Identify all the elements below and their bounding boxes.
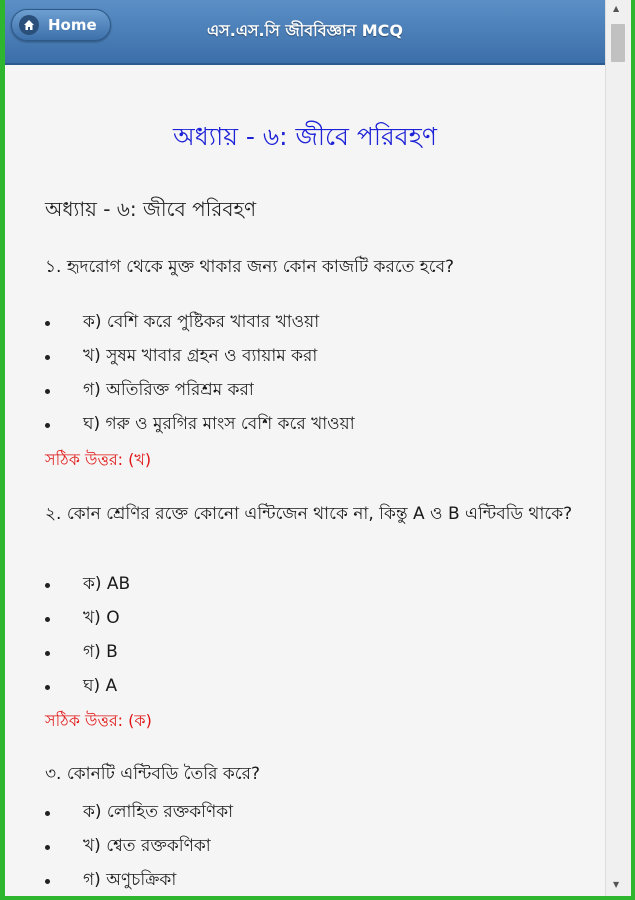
option-item[interactable]: [45, 571, 130, 599]
bullet-icon: [45, 321, 50, 326]
question-text: ২. কোন শ্রেণির রক্তে কোনো এন্টিজেন থাকে না, কিন্তু A ও B এন্টিবডি থাকে?: [45, 504, 573, 524]
option-item[interactable]: [45, 833, 211, 861]
bullet-icon: [45, 879, 50, 884]
option-item[interactable]: [45, 309, 319, 337]
option-label: ক) লোহিত রক্তকণিকা: [83, 802, 234, 822]
bullet-icon: [45, 617, 50, 622]
option-label: খ) O: [83, 608, 120, 628]
vertical-scrollbar[interactable]: [605, 0, 631, 896]
bullet-icon: [45, 423, 50, 428]
main-content: [5, 65, 605, 896]
bullet-icon: [45, 651, 50, 656]
bullet-icon: [45, 389, 50, 394]
option-label: ক) AB: [83, 574, 131, 594]
option-item[interactable]: [45, 799, 233, 827]
header-bar: [5, 0, 605, 65]
bullet-icon: [45, 845, 50, 850]
option-label: গ) অতিরিক্ত পরিশ্রম করা: [83, 380, 254, 400]
option-label: খ) সুষম খাবার গ্রহন ও ব্যায়াম করা: [83, 346, 318, 366]
option-label: ক) বেশি করে পুষ্টিকর খাবার খাওয়া: [83, 312, 320, 332]
question-text: ৩. কোনটি এন্টিবডি তৈরি করে?: [45, 764, 261, 784]
option-item[interactable]: [45, 605, 120, 633]
scrollbar-thumb[interactable]: [611, 24, 625, 62]
option-item[interactable]: [45, 377, 254, 405]
scroll-down-icon[interactable]: ▼: [613, 880, 620, 889]
home-button-label: Home: [48, 16, 97, 34]
app-frame: [5, 0, 605, 896]
question-text: ১. হৃদরোগ থেকে মুক্ত থাকার জন্য কোন কাজটি করতে হবে?: [45, 257, 455, 277]
option-label: গ) B: [83, 642, 118, 662]
option-label: ঘ) A: [83, 676, 118, 696]
bullet-icon: [45, 811, 50, 816]
correct-answer: সঠিক উত্তর: (ক): [45, 711, 152, 730]
section-title: অধ্যায় - ৬: জীবে পরিবহণ: [45, 197, 257, 221]
option-item[interactable]: [45, 867, 176, 895]
option-label: ঘ) গরু ও মুরগির মাংস বেশি করে খাওয়া: [83, 414, 355, 434]
correct-answer: সঠিক উত্তর: (খ): [45, 450, 152, 469]
scroll-up-icon[interactable]: ▲: [613, 4, 620, 13]
option-item[interactable]: [45, 411, 355, 439]
app-title: এস.এস.সি জীববিজ্ঞান MCQ: [207, 21, 403, 40]
bullet-icon: [45, 685, 50, 690]
page-title: অধ্যায় - ৬: জীবে পরিবহণ: [173, 122, 437, 151]
option-item[interactable]: [45, 343, 317, 371]
option-item[interactable]: [45, 673, 117, 701]
option-label: খ) শ্বেত রক্তকণিকা: [83, 836, 211, 856]
bullet-icon: [45, 583, 50, 588]
bullet-icon: [45, 355, 50, 360]
option-item[interactable]: [45, 639, 118, 667]
option-label: গ) অণুচক্রিকা: [83, 870, 177, 890]
